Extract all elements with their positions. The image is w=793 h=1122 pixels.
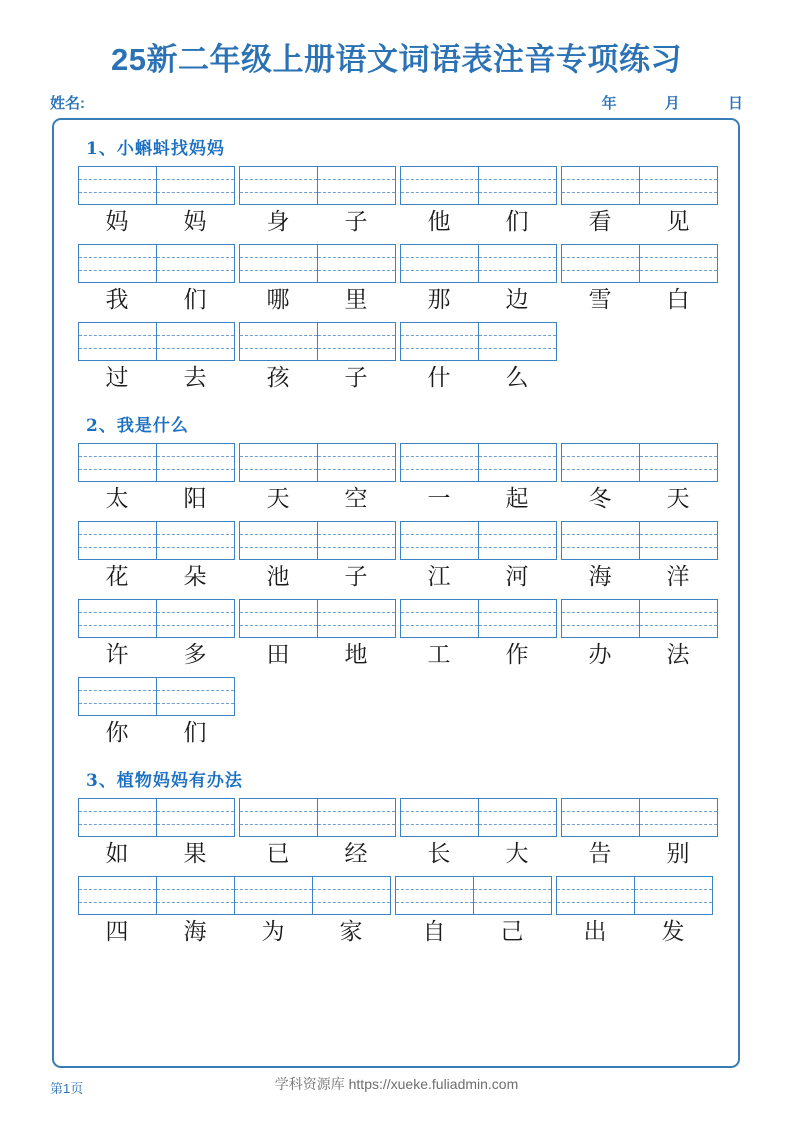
word-group (556, 876, 713, 950)
pinyin-input-cell[interactable] (79, 600, 157, 637)
pinyin-input-cell[interactable] (79, 678, 157, 715)
word-row (78, 677, 718, 751)
character-row (78, 716, 235, 751)
word-group (78, 322, 235, 396)
pinyin-input-cell[interactable] (479, 444, 557, 481)
character-row (561, 283, 718, 318)
lesson-section (78, 766, 718, 950)
word-group (561, 443, 718, 517)
pinyin-input-cell[interactable] (318, 167, 396, 204)
pinyin-input-cell[interactable] (640, 799, 718, 836)
character-row (78, 205, 235, 240)
pinyin-grid (400, 521, 557, 560)
hanzi-character: 孩 (266, 365, 290, 391)
pinyin-grid (561, 244, 718, 283)
word-group (561, 798, 718, 872)
word-group (400, 599, 557, 673)
sections-container (78, 134, 718, 954)
pinyin-input-cell[interactable] (157, 444, 235, 481)
lesson-heading: 3、植物妈妈有办法 (86, 771, 243, 791)
hanzi-character: 已 (266, 841, 290, 867)
word-group (400, 244, 557, 318)
pinyin-input-cell[interactable] (557, 877, 635, 914)
hanzi-character: 妈 (105, 209, 129, 235)
pinyin-input-cell[interactable] (79, 877, 157, 914)
pinyin-input-cell[interactable] (479, 323, 557, 360)
word-group (400, 322, 557, 396)
word-group (239, 322, 396, 396)
pinyin-grid (239, 599, 396, 638)
date-month-label: 月 (664, 95, 680, 112)
hanzi-character: 发 (661, 919, 685, 945)
pinyin-input-cell[interactable] (479, 600, 557, 637)
pinyin-input-cell[interactable] (240, 600, 318, 637)
word-row (78, 244, 718, 318)
pinyin-input-cell[interactable] (318, 323, 396, 360)
hanzi-character: 看 (588, 209, 612, 235)
name-label: 姓名: (50, 95, 85, 112)
hanzi-character: 过 (105, 365, 129, 391)
pinyin-grid (78, 521, 235, 560)
word-group (239, 599, 396, 673)
character-row (561, 560, 718, 595)
pinyin-input-cell[interactable] (640, 167, 718, 204)
hanzi-character: 边 (505, 287, 529, 313)
page-number: 第1页 (50, 1081, 84, 1096)
word-row (78, 443, 718, 517)
pinyin-grid (78, 876, 391, 915)
pinyin-input-cell[interactable] (396, 877, 474, 914)
hanzi-character: 如 (105, 841, 129, 867)
character-row (239, 482, 396, 517)
pinyin-grid (78, 599, 235, 638)
hanzi-character: 告 (588, 841, 612, 867)
date-day-label: 日 (727, 95, 743, 112)
word-group (239, 521, 396, 595)
word-group (78, 166, 235, 240)
pinyin-input-cell[interactable] (240, 522, 318, 559)
hanzi-character: 身 (266, 209, 290, 235)
pinyin-input-cell[interactable] (318, 444, 396, 481)
word-group (561, 166, 718, 240)
pinyin-grid (239, 798, 396, 837)
pinyin-grid (239, 443, 396, 482)
pinyin-input-cell[interactable] (562, 522, 640, 559)
hanzi-character: 阳 (183, 486, 207, 512)
hanzi-character: 子 (344, 209, 368, 235)
hanzi-character: 作 (505, 642, 529, 668)
hanzi-character: 他 (427, 209, 451, 235)
pinyin-input-cell[interactable] (79, 245, 157, 282)
word-group (78, 521, 235, 595)
pinyin-grid (400, 166, 557, 205)
pinyin-input-cell[interactable] (157, 323, 235, 360)
pinyin-input-cell[interactable] (474, 877, 552, 914)
word-group (400, 521, 557, 595)
pinyin-input-cell[interactable] (240, 167, 318, 204)
hanzi-character: 你 (105, 720, 129, 746)
hanzi-character: 江 (427, 564, 451, 590)
pinyin-grid (400, 244, 557, 283)
character-row (556, 915, 713, 950)
word-group (561, 244, 718, 318)
pinyin-input-cell[interactable] (401, 600, 479, 637)
pinyin-input-cell[interactable] (401, 799, 479, 836)
word-group (400, 166, 557, 240)
pinyin-input-cell[interactable] (479, 245, 557, 282)
pinyin-input-cell[interactable] (240, 245, 318, 282)
pinyin-grid (400, 798, 557, 837)
hanzi-character: 田 (266, 642, 290, 668)
page-title: 25新二年级上册语文词语表注音专项练习 (111, 42, 682, 77)
character-row (400, 205, 557, 240)
pinyin-grid (78, 322, 235, 361)
date-fields (602, 92, 743, 113)
character-row (78, 915, 391, 950)
pinyin-input-cell[interactable] (318, 522, 396, 559)
hanzi-character: 么 (505, 365, 529, 391)
pinyin-input-cell[interactable] (479, 167, 557, 204)
hanzi-character: 白 (666, 287, 690, 313)
pinyin-grid (561, 166, 718, 205)
hanzi-character: 哪 (266, 287, 290, 313)
pinyin-input-cell[interactable] (401, 323, 479, 360)
hanzi-character: 出 (583, 919, 607, 945)
hanzi-character: 海 (588, 564, 612, 590)
pinyin-input-cell[interactable] (240, 323, 318, 360)
pinyin-input-cell[interactable] (157, 799, 235, 836)
hanzi-character: 别 (666, 841, 690, 867)
word-group (78, 599, 235, 673)
hanzi-character: 太 (105, 486, 129, 512)
hanzi-character: 里 (344, 287, 368, 313)
hanzi-character: 河 (505, 564, 529, 590)
hanzi-character: 工 (427, 642, 451, 668)
pinyin-input-cell[interactable] (640, 245, 718, 282)
pinyin-grid (78, 677, 235, 716)
character-row (400, 283, 557, 318)
pinyin-input-cell[interactable] (79, 167, 157, 204)
hanzi-character: 起 (505, 486, 529, 512)
character-row (561, 482, 718, 517)
hanzi-character: 为 (261, 919, 285, 945)
pinyin-input-cell[interactable] (640, 522, 718, 559)
pinyin-grid (556, 876, 713, 915)
pinyin-input-cell[interactable] (157, 600, 235, 637)
character-row (239, 283, 396, 318)
hanzi-character: 子 (344, 365, 368, 391)
hanzi-character: 多 (183, 642, 207, 668)
word-row (78, 599, 718, 673)
word-group (239, 166, 396, 240)
pinyin-input-cell[interactable] (401, 167, 479, 204)
pinyin-input-cell[interactable] (240, 799, 318, 836)
word-group (239, 798, 396, 872)
hanzi-character: 冬 (588, 486, 612, 512)
pinyin-grid (78, 166, 235, 205)
hanzi-character: 天 (266, 486, 290, 512)
character-row (400, 482, 557, 517)
pinyin-grid (239, 322, 396, 361)
pinyin-input-cell[interactable] (562, 245, 640, 282)
character-row (561, 638, 718, 673)
source-watermark: 学科资源库 https://xueke.fuliadmin.com (274, 1076, 519, 1092)
word-group (400, 443, 557, 517)
character-row (400, 560, 557, 595)
word-row (78, 798, 718, 872)
character-row (239, 205, 396, 240)
character-row (561, 205, 718, 240)
pinyin-grid (561, 521, 718, 560)
pinyin-input-cell[interactable] (235, 877, 313, 914)
pinyin-input-cell[interactable] (157, 522, 235, 559)
hanzi-character: 大 (505, 841, 529, 867)
hanzi-character: 见 (666, 209, 690, 235)
pinyin-input-cell[interactable] (640, 444, 718, 481)
hanzi-character: 办 (588, 642, 612, 668)
hanzi-character: 一 (427, 486, 451, 512)
hanzi-character: 什 (427, 365, 451, 391)
character-row (395, 915, 552, 950)
word-group (78, 876, 391, 950)
hanzi-character: 空 (344, 486, 368, 512)
pinyin-grid (395, 876, 552, 915)
pinyin-grid (78, 443, 235, 482)
pinyin-input-cell[interactable] (401, 444, 479, 481)
pinyin-input-cell[interactable] (479, 799, 557, 836)
word-group (78, 443, 235, 517)
pinyin-input-cell[interactable] (318, 245, 396, 282)
character-row (400, 638, 557, 673)
pinyin-grid (239, 244, 396, 283)
pinyin-input-cell[interactable] (401, 245, 479, 282)
word-row (78, 166, 718, 240)
hanzi-character: 果 (183, 841, 207, 867)
pinyin-grid (239, 521, 396, 560)
pinyin-input-cell[interactable] (401, 522, 479, 559)
hanzi-character: 去 (183, 365, 207, 391)
pinyin-grid (400, 599, 557, 638)
character-row (78, 361, 235, 396)
character-row (78, 482, 235, 517)
word-group (395, 876, 552, 950)
pinyin-input-cell[interactable] (79, 799, 157, 836)
pinyin-input-cell[interactable] (562, 799, 640, 836)
pinyin-input-cell[interactable] (79, 323, 157, 360)
hanzi-character: 们 (183, 720, 207, 746)
student-info-header (50, 92, 743, 116)
character-row (78, 837, 235, 872)
hanzi-character: 池 (266, 564, 290, 590)
pinyin-input-cell[interactable] (640, 600, 718, 637)
lesson-heading: 1、小蝌蚪找妈妈 (86, 139, 225, 159)
hanzi-character: 经 (344, 841, 368, 867)
date-year-label: 年 (601, 95, 617, 112)
word-row (78, 521, 718, 595)
pinyin-input-cell[interactable] (157, 245, 235, 282)
character-row (239, 560, 396, 595)
pinyin-input-cell[interactable] (562, 444, 640, 481)
hanzi-character: 长 (427, 841, 451, 867)
hanzi-character: 己 (500, 919, 524, 945)
hanzi-character: 那 (427, 287, 451, 313)
hanzi-character: 妈 (183, 209, 207, 235)
pinyin-input-cell[interactable] (562, 167, 640, 204)
exercise-frame (52, 118, 740, 1068)
pinyin-input-cell[interactable] (240, 444, 318, 481)
pinyin-grid (561, 798, 718, 837)
hanzi-character: 自 (422, 919, 446, 945)
hanzi-character: 们 (183, 287, 207, 313)
pinyin-grid (561, 443, 718, 482)
pinyin-input-cell[interactable] (79, 522, 157, 559)
word-group (239, 443, 396, 517)
lesson-section (78, 134, 718, 396)
hanzi-character: 地 (344, 642, 368, 668)
pinyin-input-cell[interactable] (635, 877, 713, 914)
character-row (400, 361, 557, 396)
character-row (239, 361, 396, 396)
hanzi-character: 朵 (183, 564, 207, 590)
character-row (78, 638, 235, 673)
hanzi-character: 花 (105, 564, 129, 590)
word-row (78, 876, 718, 950)
lesson-heading: 2、我是什么 (86, 416, 189, 436)
character-row (400, 837, 557, 872)
character-row (239, 638, 396, 673)
pinyin-grid (400, 443, 557, 482)
word-group (78, 244, 235, 318)
hanzi-character: 四 (105, 919, 129, 945)
word-group (561, 521, 718, 595)
word-group (400, 798, 557, 872)
pinyin-grid (78, 798, 235, 837)
pinyin-input-cell[interactable] (562, 600, 640, 637)
pinyin-grid (400, 322, 557, 361)
pinyin-input-cell[interactable] (157, 167, 235, 204)
character-row (78, 283, 235, 318)
pinyin-grid (78, 244, 235, 283)
word-group (78, 798, 235, 872)
hanzi-character: 海 (183, 919, 207, 945)
hanzi-character: 雪 (588, 287, 612, 313)
pinyin-input-cell[interactable] (479, 522, 557, 559)
hanzi-character: 洋 (666, 564, 690, 590)
word-group (561, 599, 718, 673)
hanzi-character: 天 (666, 486, 690, 512)
lesson-section (78, 411, 718, 751)
pinyin-grid (239, 166, 396, 205)
hanzi-character: 我 (105, 287, 129, 313)
word-row (78, 322, 718, 396)
pinyin-grid (561, 599, 718, 638)
hanzi-character: 许 (105, 642, 129, 668)
character-row (561, 837, 718, 872)
hanzi-character: 家 (339, 919, 363, 945)
word-group (239, 244, 396, 318)
pinyin-input-cell[interactable] (157, 877, 235, 914)
pinyin-input-cell[interactable] (318, 799, 396, 836)
pinyin-input-cell[interactable] (79, 444, 157, 481)
pinyin-input-cell[interactable] (157, 678, 235, 715)
hanzi-character: 子 (344, 564, 368, 590)
character-row (78, 560, 235, 595)
pinyin-input-cell[interactable] (318, 600, 396, 637)
word-group (78, 677, 235, 751)
hanzi-character: 们 (505, 209, 529, 235)
character-row (239, 837, 396, 872)
hanzi-character: 法 (666, 642, 690, 668)
pinyin-input-cell[interactable] (313, 877, 391, 914)
